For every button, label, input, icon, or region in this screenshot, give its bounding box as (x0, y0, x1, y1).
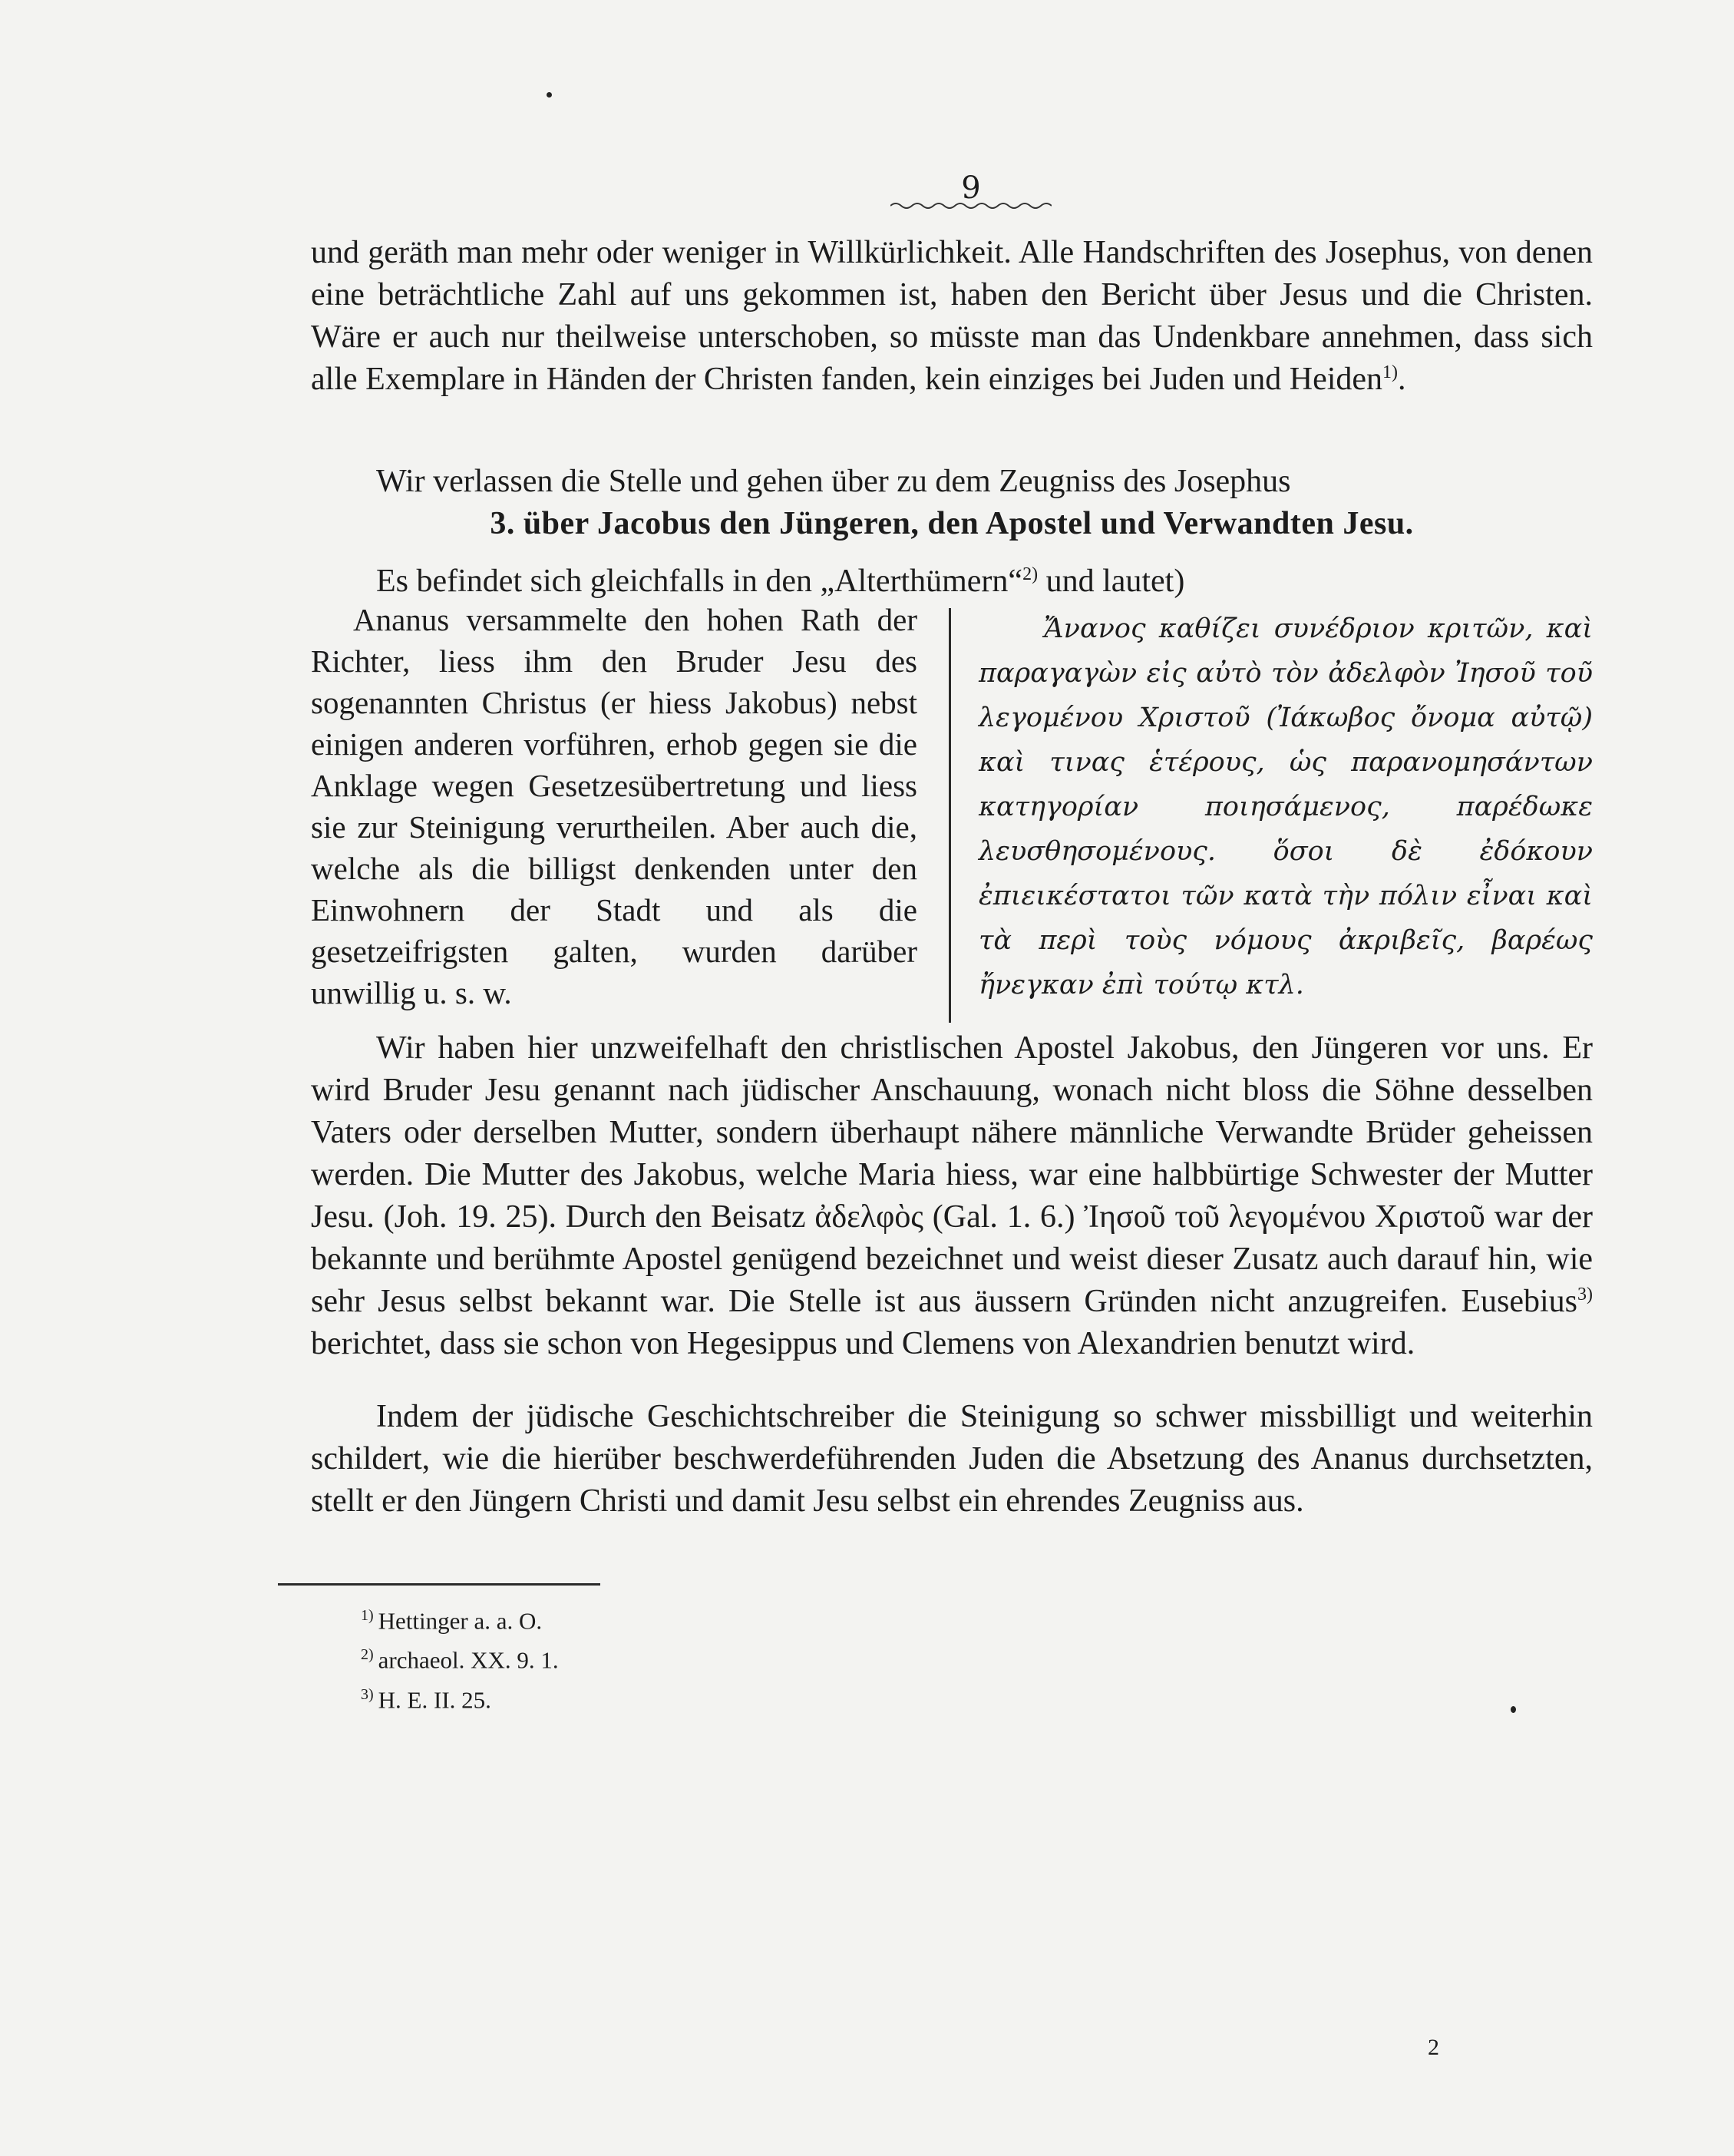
paragraph-intro-end: . (1398, 362, 1406, 397)
ornamental-rule (890, 201, 1052, 210)
footnote (361, 1638, 559, 1677)
footnote-rule (278, 1583, 600, 1586)
paragraph-closing: Indem der jüdische Geschichtschreiber die Steinigung so schwer missbilligt und weiterhin schildert, wie die hierüber beschwerdeführenden Juden die Absetzung des Ananus durchsetzten, stellt er den Jüngern Christi und damit Jesu selbst ein ehrendes Zeugniss aus. (311, 1399, 1593, 1519)
column-divider (949, 608, 951, 1023)
footnote-text: Hettinger a. a. O. (378, 1607, 543, 1635)
paragraph-transition: Wir verlassen die Stelle und gehen über zu dem Zeugniss des Josephus (376, 464, 1291, 499)
footnote-ref-3: 3) (1577, 1285, 1593, 1305)
paragraph-source-end: und lautet) (1038, 564, 1185, 599)
paragraph-source-text: Es befindet sich gleichfalls in den „Alterthümern“ (376, 564, 1023, 599)
footnote (361, 1599, 559, 1638)
ink-speck (1511, 1706, 1516, 1713)
german-translation (311, 599, 917, 1014)
section-heading: 3. über Jacobus den Jüngeren, den Apostel und Verwandten Jesu. (490, 506, 1414, 541)
paragraph-analysis-end: berichtet, dass sie schon von Hegesippus und Clemens von Alexandrien benutzt wird. (311, 1326, 1415, 1361)
footnote (361, 1678, 559, 1717)
paragraph-analysis (311, 1027, 1593, 1365)
ink-speck (547, 92, 552, 98)
paragraph-analysis-text: Wir haben hier unzweifelhaft den christlischen Apostel Jakobus, den Jüngeren vor uns. Er wird Bruder Jesu genannt nach jüdischer Anschauung, wonach nicht bloss die Söhne desselben Vaters oder derselben Mutter, sondern überhaupt nähere männliche Verwandte Brüder geheissen werden. Die Mutter des Jakobus, welche Maria hiess, war eine halbbürtige Schwester der Mutter Jesu. (Joh. 19. 25). Durch den Beisatz ἀδελφὸς (Gal. 1. 6.) Ἰησοῦ τοῦ λεγομένου Χριστοῦ war der bekannte und berühmte Apostel genügend bezeichnet und weist dieser Zusatz auch darauf hin, wie sehr Jesus selbst bekannt war. Die Stelle ist aus äussern Gründen nicht anzugreifen. Eusebius (311, 1030, 1593, 1319)
greek-quote-text: Ἄνανος καθίζει συνέδριον κριτῶν, καὶ παραγαγὼν εἰς αὐτὸ τὸν ἀδελφὸν Ἰησοῦ τοῦ λεγομένου Χριστοῦ (Ἰάκωβος ὄνομα αὐτῷ) καὶ τινας ἑτέρους, ὡς παρανομησάντων κατηγορίαν ποιησάμενος, παρέδωκε λευσθησομένους. ὅσοι δὲ ἐδόκουν ἐπιεικέστατοι τῶν κατὰ τὴν πόλιν εἶναι καὶ τὰ περὶ τοὺς νόμους ἀκριβεῖς, βαρέως ἤνεγκαν ἐπὶ τούτῳ κτλ. (979, 613, 1593, 1000)
paragraph-source (311, 560, 1593, 603)
footnote-ref-1: 1) (1382, 362, 1399, 382)
footnote-text: archaeol. XX. 9. 1. (378, 1646, 559, 1674)
german-translation-text: Ananus versammelte den hohen Rath der Richter, liess ihm den Bruder Jesu des sogenannten Christus (er hiess Jakobus) nebst einigen anderen vorführen, erhob gegen sie die Anklage wegen Gesetzesübertretung und liess sie zur Steinigung verurtheilen. Aber auch die, welche als die billigst denkenden unter den Einwohnern der Stadt und als die gesetzeifrigsten galten, wurden darüber unwillig u. s. w. (311, 602, 917, 1010)
footnote-mark: 3) (361, 1685, 374, 1703)
signature-mark: 2 (1428, 2035, 1439, 2060)
footnote-text: H. E. II. 25. (378, 1685, 491, 1713)
paragraph-intro-text: und geräth man mehr oder weniger in Willkürlichkeit. Alle Handschriften des Josephus, von denen eine beträchtliche Zahl auf uns gekommen ist, haben den Bericht über Jesus und die Christen. Wäre er auch nur theilweise unterschoben, so müsste man das Undenkbare annehmen, dass sich alle Exemplare in Händen der Christen fanden, kein einziges bei Juden und Heiden (311, 235, 1593, 397)
greek-quote (979, 607, 1593, 1007)
page-number: 9 (961, 170, 981, 206)
footnote-mark: 1) (361, 1607, 374, 1624)
footnotes (361, 1599, 559, 1717)
footnote-mark: 2) (361, 1646, 374, 1664)
paragraph-intro (311, 232, 1593, 401)
footnote-ref-2: 2) (1022, 564, 1039, 584)
